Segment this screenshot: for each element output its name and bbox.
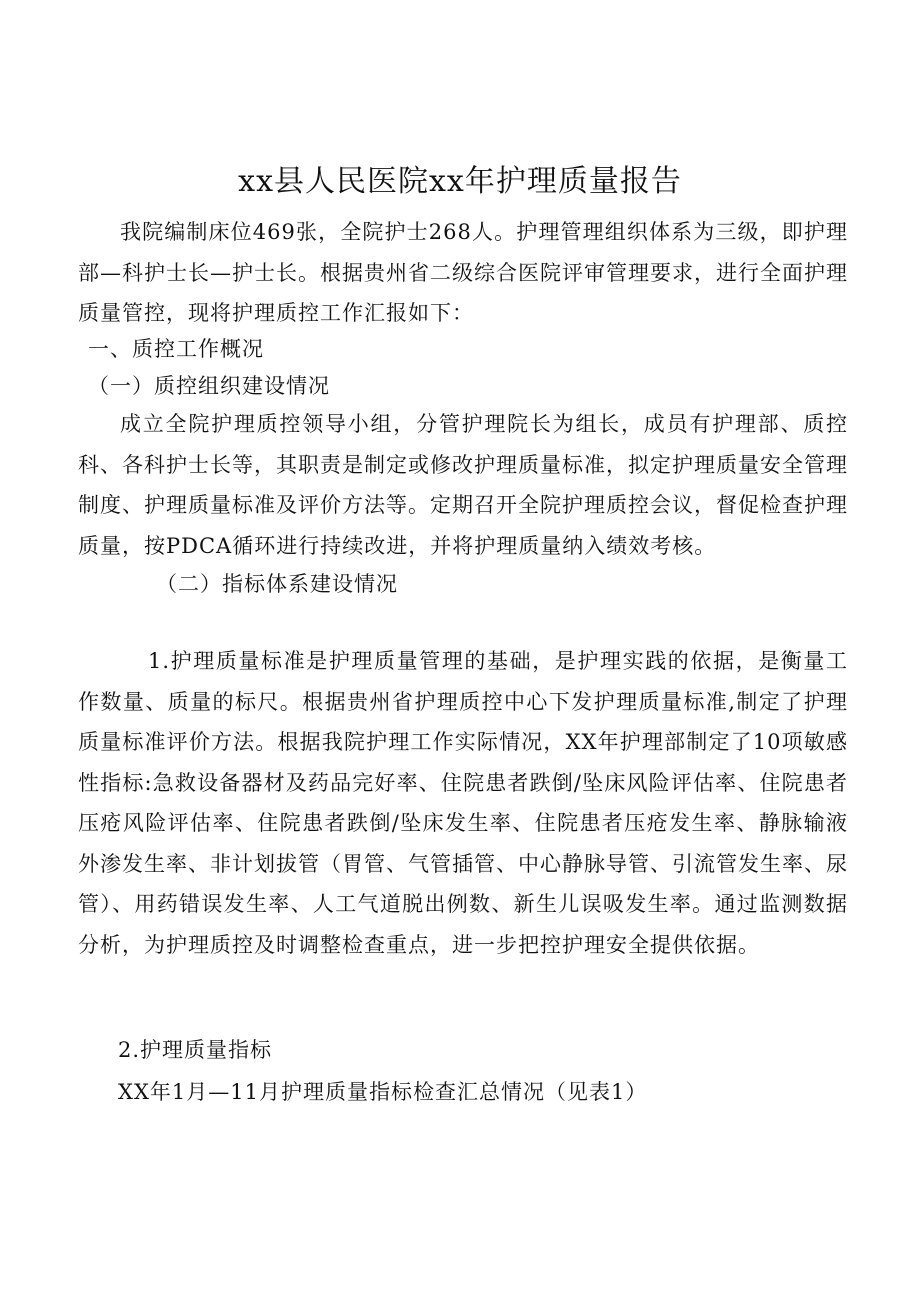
- quality-indicators-summary: XX年1月—11月护理质量指标检查汇总情况（见表1）: [118, 1080, 648, 1104]
- intro-paragraph: 我院编制床位469张，全院护士268人。护理管理组织体系为三级，即护理部—科护士长—护士长。根据贵州省二级综合医院评审管理要求，进行全面护理质量管控，现将护理质控工作汇报如下：: [78, 220, 848, 325]
- subsection-heading-organization: （一）质控组织建设情况: [88, 374, 330, 398]
- document-title: xx县人民医院xx年护理质量报告: [238, 164, 682, 199]
- subsection-heading-indicators: （二）指标体系建设情况: [156, 572, 398, 596]
- section-heading-overview: 一、质控工作概况: [88, 337, 264, 361]
- organization-paragraph: 成立全院护理质控领导小组，分管护理院长为组长，成员有护理部、质控科、各科护士长等，其职责是制定或修改护理质量标准，拟定护理质量安全管理制度、护理质量标准及评价方法等。定期召开全院护理质控会议，督促检查护理质量，按PDCA循环进行持续改进，并将护理质量纳入绩效考核。: [78, 412, 848, 558]
- indicator-standards-paragraph: 1.护理质量标准是护理质量管理的基础，是护理实践的依据，是衡量工作数量、质量的标尺。根据贵州省护理质控中心下发护理质量标准,制定了护理质量标准评价方法。根据我院护理工作实际情况，XX年护理部制定了10项敏感性指标:急救设备器材及药品完好率、住院患者跌倒/坠床风险评估率、住院患者压疮风险评估率、住院患者跌倒/坠床发生率、住院患者压疮发生率、静脉输液外渗发生率、非计划拔管（胃管、气管插管、中心静脉导管、引流管发生率、尿管）、用药错误发生率、人工气道脱出例数、新生儿误吸发生率。通过监测数据分析，为护理质控及时调整检查重点，进一步把控护理安全提供依据。: [78, 649, 848, 957]
- quality-indicators-heading: 2.护理质量指标: [118, 1038, 273, 1062]
